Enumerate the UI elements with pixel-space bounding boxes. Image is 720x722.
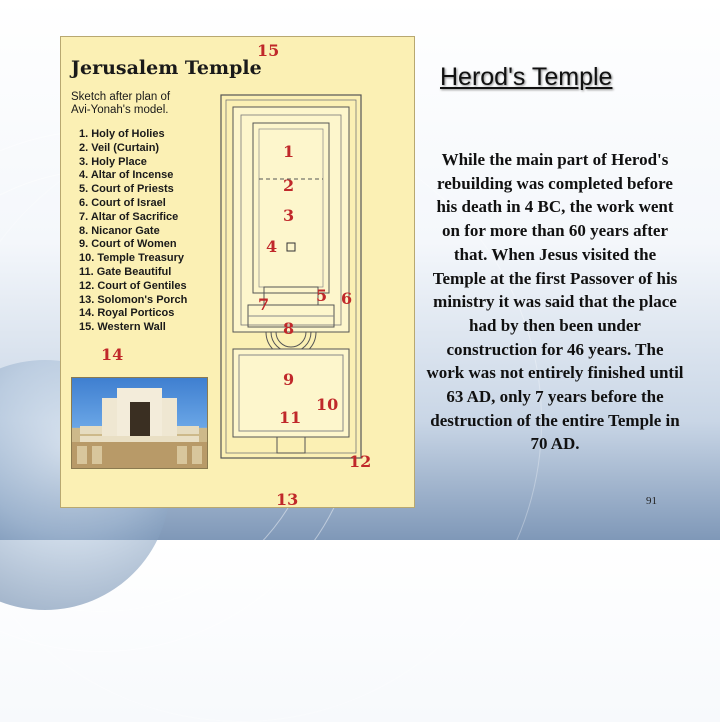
plan-number-5: 5 <box>316 286 328 305</box>
slide-title: Herod's Temple <box>440 63 613 91</box>
legend-item: 15. Western Wall <box>79 321 166 334</box>
legend-item: 2. Veil (Curtain) <box>79 141 160 154</box>
legend-item: 13. Solomon's Porch <box>79 293 188 306</box>
legend-item: 7. Altar of Sacrifice <box>79 210 179 223</box>
plan-number-13: 13 <box>276 490 299 509</box>
legend-item: 4. Altar of Incense <box>79 169 174 182</box>
plan-number-6: 6 <box>341 289 353 308</box>
plan-number-14: 14 <box>101 345 124 364</box>
plan-number-12: 12 <box>349 452 372 471</box>
plan-number-11: 11 <box>279 408 302 427</box>
legend-item: 11. Gate Beautiful <box>79 265 172 278</box>
plan-number-9: 9 <box>283 370 295 389</box>
legend-item: 1. Holy of Holies <box>79 128 165 140</box>
legend-item: 12. Court of Gentiles <box>79 279 187 292</box>
plan-title: Jerusalem Temple <box>71 57 262 79</box>
legend-item: 9. Court of Women <box>79 238 177 251</box>
plan-subtitle: Sketch after plan of Avi-Yonah's model. <box>71 91 171 116</box>
temple-plan-card <box>60 36 415 508</box>
legend-item: 10. Temple Treasury <box>79 252 184 265</box>
plan-number-3: 3 <box>283 206 295 225</box>
legend-item: 5. Court of Priests <box>79 183 174 196</box>
plan-legend <box>79 128 187 335</box>
page-number: 91 <box>646 495 657 507</box>
slide-body-text: While the main part of Herod's rebuilding was completed before his death in 4 BC, the work went on for more than 60 years after that. When Jesus visited the Temple at the first Passover of his ministry it was said that the place had by then been under construction for 46 years. The work was not entirely finished until 63 AD, only 7 years before the destruction of the entire Temple in 70 AD. <box>426 150 684 454</box>
legend-item: 3. Holy Place <box>79 155 147 168</box>
temple-model-photo <box>71 377 208 469</box>
legend-item: 14. Royal Porticos <box>79 307 175 320</box>
plan-number-4: 4 <box>266 237 278 256</box>
plan-number-8: 8 <box>283 319 295 338</box>
plan-number-15: 15 <box>257 41 280 60</box>
plan-number-1: 1 <box>283 142 295 161</box>
plan-number-7: 7 <box>258 295 270 314</box>
plan-number-10: 10 <box>316 395 339 414</box>
legend-item: 8. Nicanor Gate <box>79 224 160 237</box>
plan-number-2: 2 <box>283 176 295 195</box>
legend-item: 6. Court of Israel <box>79 196 166 209</box>
